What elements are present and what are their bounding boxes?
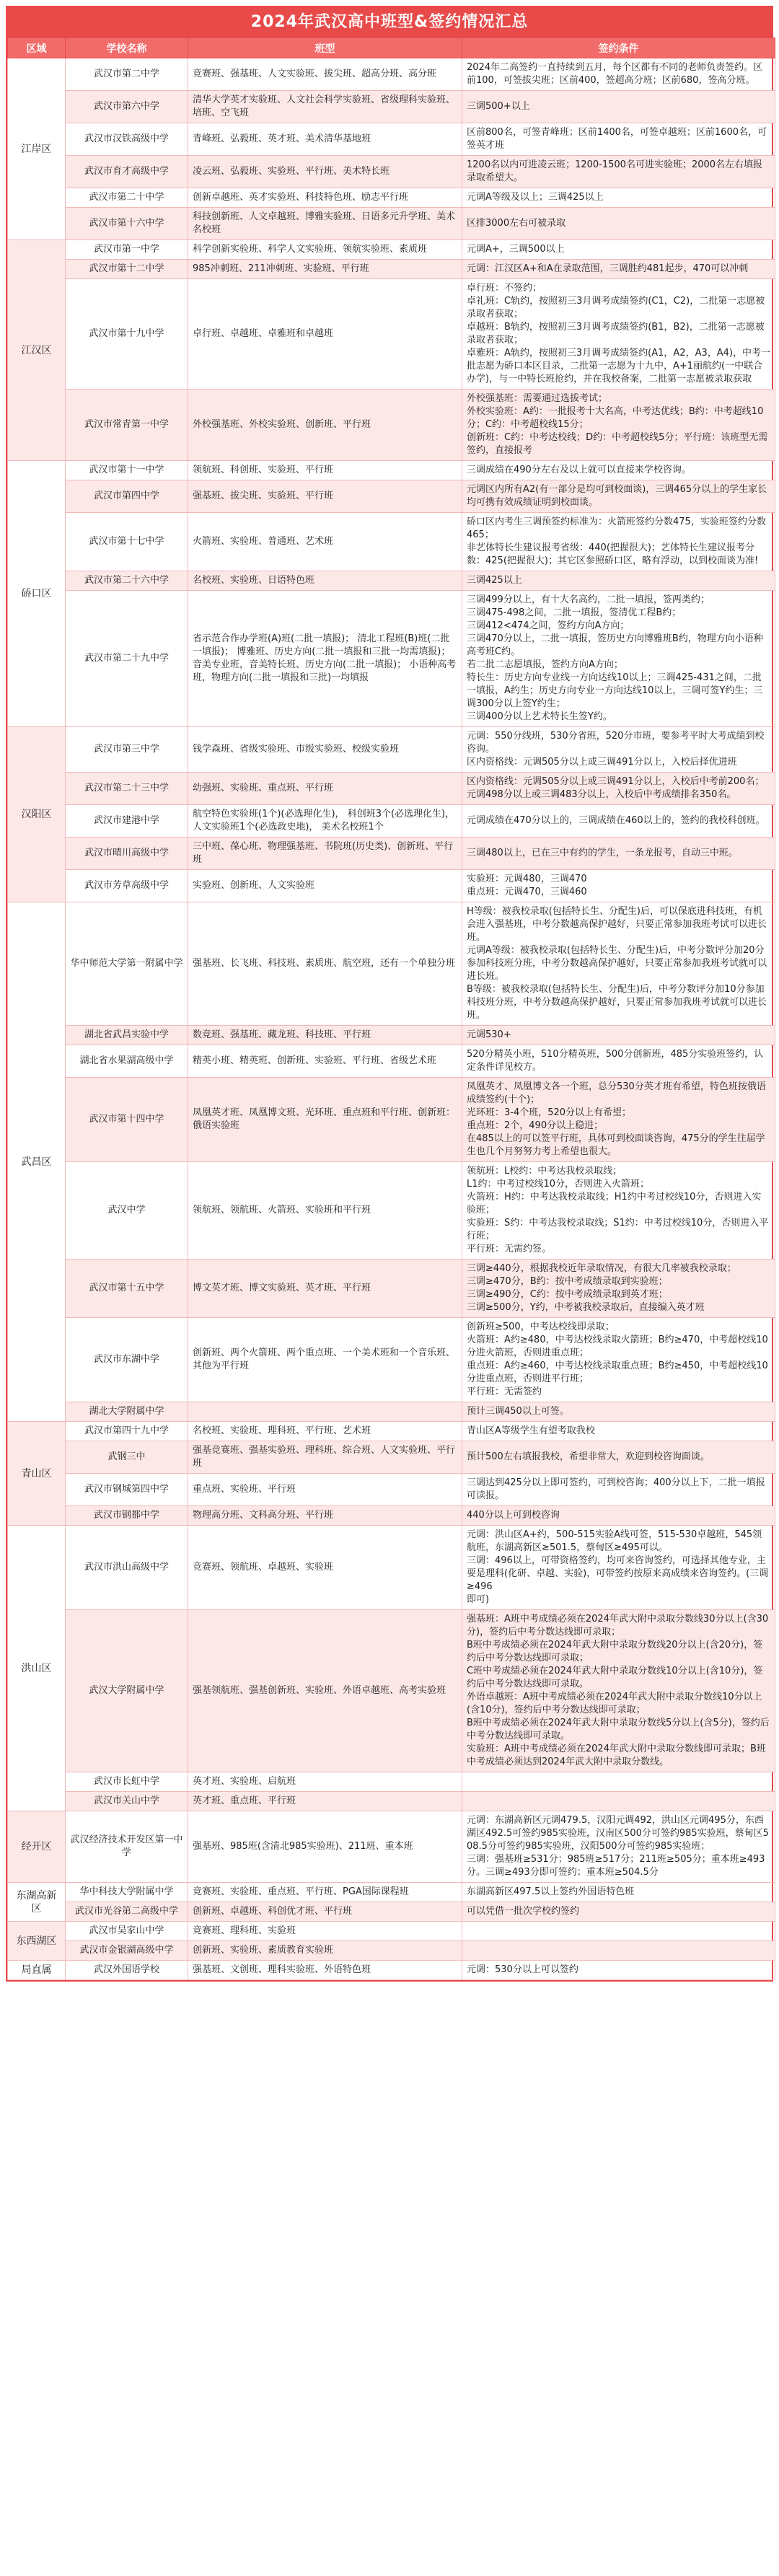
table-row bbox=[8, 1078, 775, 1162]
school-cell: 武汉市洪山高级中学 bbox=[66, 1526, 188, 1610]
conditions-cell: 三调达到425分以上即可签约，可到校咨询；400分以上下，二批一填报可读报。 bbox=[462, 1474, 775, 1506]
school-cell: 武汉中学 bbox=[66, 1162, 188, 1260]
header-classes: 班型 bbox=[188, 38, 462, 58]
conditions-cell: 强基班：A班中考成绩必须在2024年武大附中录取分数线30分以上(含30分)，签约后中考分数达线即可录取； B班中考成绩必须在2024年武大附中录取分数线20分以上(含20分)，签约后中考分数达线即可录取； C班中考成绩必须在2024年武大附中录取分数线10分以上(含10分)，签约后中考分数达线即可录取。 外语卓越班：A班中考成绩必须在2024年武大附中录取分数线10分以上(含10分)，签约后中考分数达线即可录取； B班中考成绩必须在2024年武大附中录取分数线5分以上(含5分)，签约后中考分数达线即可录取。 实验班：A班中考成绩必须在2024年武大附中录取分数线即可录取；B班中考成绩必须达到2024年武大附中录取分数线。 bbox=[462, 1610, 775, 1772]
conditions-cell: 区排3000左右可被录取 bbox=[462, 208, 775, 240]
conditions-cell: 2024年二高签约一直持续到五月，每个区都有不同的老师负责签约。区前100，可签拔尖班；区前400，签超高分班；区前680，签高分班。 bbox=[462, 58, 775, 91]
table-row bbox=[8, 1610, 775, 1772]
school-cell: 湖北省武昌实验中学 bbox=[66, 1026, 188, 1045]
classes-cell: 清华大学英才实验班、人文社会科学实验班、省级理科实验班、培班、空飞班 bbox=[188, 91, 462, 123]
classes-cell: 英才班、重点班、平行班 bbox=[188, 1792, 462, 1811]
classes-cell: 精英小班、精英班、创新班、实验班、平行班、省级艺术班 bbox=[188, 1045, 462, 1078]
district-cell: 硚口区 bbox=[8, 461, 66, 727]
conditions-cell: 三调≥440分，根据我校近年录取情况，有很大几率被我校录取； 三调≥470分，B约：按中考成绩录取到实验班； 三调≥490分，C约：按中考成绩录取到英才班； 三调≥500分，Y约，中考被我校录取后，直接编入英才班 bbox=[462, 1260, 775, 1318]
school-cell: 武汉市钢城第四中学 bbox=[66, 1474, 188, 1506]
table-row bbox=[8, 480, 775, 513]
district-cell: 洪山区 bbox=[8, 1526, 66, 1811]
classes-cell: 强基班、长飞班、科技班、素质班、航空班，还有一个单独分班 bbox=[188, 902, 462, 1026]
classes-cell bbox=[188, 1402, 462, 1422]
conditions-cell: 硚口区内考生三调预签约标准为：火箭班签约分数475，实验班签约分数465； 非艺体特长生建议报考省级：440(把握很大)；艺体特长生建议报考分数：425(把握很大)；其它区参照硚口区，略有浮动，以到校面谈为准! bbox=[462, 513, 775, 571]
school-cell: 武钢三中 bbox=[66, 1441, 188, 1474]
table-row bbox=[8, 870, 775, 902]
classes-cell: 省示范合作办学班(A)班(二批一填报)； 清北工程班(B)班(二批一填报)； 博雅班、历史方向(二批一填报和三批一均需填报)； 音美专业班，音美特长班、历史方向(二批一填报)； 小语种高考班，物理方向(二批一填报和三批)一均填报 bbox=[188, 591, 462, 727]
table-row bbox=[8, 805, 775, 838]
table-row bbox=[8, 1902, 775, 1922]
table-row bbox=[8, 1792, 775, 1811]
school-cell: 武汉市长虹中学 bbox=[66, 1772, 188, 1792]
table-row bbox=[8, 1811, 775, 1883]
table-row bbox=[8, 208, 775, 240]
table-row bbox=[8, 390, 775, 461]
table-row bbox=[8, 1026, 775, 1045]
classes-cell: 强基竞赛班、强基实验班、理科班、综合班、人文实验班、平行班 bbox=[188, 1441, 462, 1474]
classes-cell: 钱学森班、省级实验班、市级实验班、校级实验班 bbox=[188, 727, 462, 773]
table-row bbox=[8, 279, 775, 390]
conditions-cell bbox=[462, 1922, 775, 1941]
conditions-cell: 区内资格线：元调505分以上或三调491分以上，入校后中考前200名； 元调498分以上或三调483分以上，入校后中考成绩排名350名。 bbox=[462, 773, 775, 805]
conditions-cell: 凤凰英才、凤凰博文各一个班，总分530分英才班有希望，特色班按俄语成绩签约(十个)； 光环班：3-4个班，520分以上有希望； 重点班：2个，490分以上稳进； 在485以上的可以签平行班，具体可到校面谈咨询，475分的学生往届学生也几个月努努力考上希望也很大。 bbox=[462, 1078, 775, 1162]
conditions-cell: 预计三调450以上可签。 bbox=[462, 1402, 775, 1422]
school-cell: 武汉市第二十六中学 bbox=[66, 571, 188, 591]
table-row bbox=[8, 1162, 775, 1260]
table-row bbox=[8, 1526, 775, 1610]
classes-cell: 985冲刺班、211冲刺班、实验班、平行班 bbox=[188, 260, 462, 279]
conditions-cell: 可以凭借一批次学校约签约 bbox=[462, 1902, 775, 1922]
table-row bbox=[8, 1883, 775, 1902]
conditions-cell: 元调：530分以上可以签约 bbox=[462, 1961, 775, 1980]
table-row bbox=[8, 1474, 775, 1506]
classes-cell: 创新卓越班、英才实验班、科技特色班、励志平行班 bbox=[188, 188, 462, 208]
school-cell: 武汉外国语学校 bbox=[66, 1961, 188, 1980]
conditions-cell: 东湖高新区497.5以上签约外国语特色班 bbox=[462, 1883, 775, 1902]
table-row bbox=[8, 1441, 775, 1474]
school-cell: 武汉市光谷第二高级中学 bbox=[66, 1902, 188, 1922]
table-row bbox=[8, 1772, 775, 1792]
district-cell: 经开区 bbox=[8, 1811, 66, 1883]
conditions-cell: H等级：被我校录取(包括特长生、分配生)后，可以保底进科技班，有机会进入强基班，中考分数越高保护越好，只要正常参加我班考试可以进长班。 元调A等级：被我校录取(包括特长生、分配生)后，中考分数评分加20分参加科技班分班，中考分数越高保护越好，只要正常参加我班考试就可以进长班。 B等级：被我校录取(包括特长生、分配生)后，中考分数评分加10分参加科技班分班，中考分数越高保护越好，只要正常参加我班考试就可以进长班。 bbox=[462, 902, 775, 1026]
school-cell: 武汉市育才高级中学 bbox=[66, 156, 188, 188]
school-cell: 武汉市芳草高级中学 bbox=[66, 870, 188, 902]
conditions-cell: 元调区内所有A2(有一部分是均可到校面谈)，三调465分以上的学生家长均可携有效成绩证明到校面谈。 bbox=[462, 480, 775, 513]
conditions-cell: 元调：东湖高新区元调479.5，汉阳元调492，洪山区元调495分，东西湖区492.5可签约985实验班，汉南区500分可签约985实验班，蔡甸区508.5分可签约985实验班，汉阳500分可签约985实验班； 三调：强基班≥531分；985班≥517分；211班≥505分；重本班≥493分。三调≥493分即可签约；重本班≥504.5分 bbox=[462, 1811, 775, 1883]
classes-cell: 名校班、实验班、日语特色班 bbox=[188, 571, 462, 591]
school-cell: 武汉市常青第一中学 bbox=[66, 390, 188, 461]
school-cell: 武汉市第十七中学 bbox=[66, 513, 188, 571]
conditions-cell: 元调：洪山区A+约，500-515实验A线可签，515-530卓越班，545领航班，东湖高新区≥501.5，蔡甸区≥495可以。 三调：496以上，可带资格签约，均可来咨询签约，可选择其他专业，主要是理科(化研、卓越、实验)，可带签约按原来高成绩来咨询签约。(三调≥496 即可) bbox=[462, 1526, 775, 1610]
conditions-cell bbox=[462, 1941, 775, 1961]
classes-cell: 强基班、拔尖班、实验班、平行班 bbox=[188, 480, 462, 513]
conditions-cell: 卓行班：不签约； 卓礼班：C轨约，按照初三3月调考成绩签约(C1，C2)，二批第一志愿被录取者获取； 卓越班：B轨约，按照初三3月调考成绩签约(B1，B2)，二批第一志愿被录取者获取； 卓雅班：A轨约，按照初三3月调考成绩签约(A1，A2，A3，A4)，中考一批志愿为硚口本区目录，二批第一志愿为十九中，A+1丽航约(一中联合办学)，与一中特长班抢约，并在我校备案，二批第一志愿被录取获取 bbox=[462, 279, 775, 390]
table-row bbox=[8, 1961, 775, 1980]
table-row bbox=[8, 773, 775, 805]
conditions-cell: 元调成绩在470分以上的，三调成绩在460以上的，签约的我校科创班。 bbox=[462, 805, 775, 838]
conditions-cell bbox=[462, 1792, 775, 1811]
conditions-cell: 三调480以上，已在三中有约的学生，一条龙报考，自动三中班。 bbox=[462, 838, 775, 870]
classes-cell: 名校班、实验班、理科班、平行班、艺术班 bbox=[188, 1422, 462, 1441]
school-cell: 武汉市第四中学 bbox=[66, 480, 188, 513]
classes-cell: 创新班、卓越班、科创优才班、平行班 bbox=[188, 1902, 462, 1922]
school-cell: 武汉市第一中学 bbox=[66, 240, 188, 260]
table-row bbox=[8, 591, 775, 727]
school-cell: 武汉市东湖中学 bbox=[66, 1318, 188, 1402]
school-cell: 湖北省水果湖高级中学 bbox=[66, 1045, 188, 1078]
classes-cell: 科学创新实验班、科学人文实验班、领航实验班、素质班 bbox=[188, 240, 462, 260]
classes-cell: 火箭班、实验班、普通班、艺术班 bbox=[188, 513, 462, 571]
conditions-cell: 外校强基班：需要通过选拔考试； 外校实验班：A约：一批报考十大名高，中考达优线；B约：中考超线10分；C约：中考超校线15分； 创新班：C约：中考达校线；D约：中考超校线5分；平行班：该班型无需签约，直接报考 bbox=[462, 390, 775, 461]
school-cell: 武汉经济技术开发区第一中学 bbox=[66, 1811, 188, 1883]
table-row bbox=[8, 1941, 775, 1961]
district-cell: 东湖高新区 bbox=[8, 1883, 66, 1922]
table-row bbox=[8, 1318, 775, 1402]
classes-cell: 卓行班、卓越班、卓雅班和卓越班 bbox=[188, 279, 462, 390]
conditions-cell bbox=[462, 1772, 775, 1792]
header-district: 区域 bbox=[8, 38, 66, 58]
school-cell: 武汉市吴家山中学 bbox=[66, 1922, 188, 1941]
classes-cell: 强基班、985班(含清北985实验班)、211班、重本班 bbox=[188, 1811, 462, 1883]
school-cell: 武汉市关山中学 bbox=[66, 1792, 188, 1811]
conditions-cell: 预计500左右填报我校，希望非常大，欢迎到校咨询面谈。 bbox=[462, 1441, 775, 1474]
table-row bbox=[8, 240, 775, 260]
conditions-cell: 三调425以上 bbox=[462, 571, 775, 591]
table-row bbox=[8, 156, 775, 188]
classes-cell: 创新班、实验班、素质教育实验班 bbox=[188, 1941, 462, 1961]
classes-cell: 幼强班、实验班、重点班、平行班 bbox=[188, 773, 462, 805]
table-row bbox=[8, 838, 775, 870]
table-row bbox=[8, 123, 775, 156]
classes-cell: 凤凰英才班、凤凰博文班、光环班、重点班和平行班、创新班：俄语实验班 bbox=[188, 1078, 462, 1162]
conditions-cell: 创新班≥500，中考达校线即录取； 火箭班：A约≥480，中考达校线录取火箭班；B约≥470，中考超校线10分进火箭班，否则进重点班； 重点班：A约≥460，中考达校线录取重点班；B约≥450，中考超校线10分进重点班，否则进平行班； 平行班：无需签约 bbox=[462, 1318, 775, 1402]
school-cell: 武汉市第十四中学 bbox=[66, 1078, 188, 1162]
district-cell: 局直属 bbox=[8, 1961, 66, 1980]
conditions-cell: 领航班：L校约：中考达我校录取线； L1约：中考过校线10分，否则进入火箭班； 火箭班：H约：中考达我校录取线；H1约中考过校线10分，否则进入实验班； 实验班：S约：中考达我校录取线；S1约：中考过校线10分，否则进入平行班； 平行班：无需约签。 bbox=[462, 1162, 775, 1260]
conditions-cell: 区前800名，可签青峰班；区前1400名，可签卓越班；区前1600名，可签英才班 bbox=[462, 123, 775, 156]
conditions-cell: 440分以上可到校咨询 bbox=[462, 1506, 775, 1526]
district-cell: 武昌区 bbox=[8, 902, 66, 1422]
district-cell: 汉阳区 bbox=[8, 727, 66, 902]
classes-cell: 科技创新班、人文卓越班、博雅实验班、日语多元升学班、美术名校班 bbox=[188, 208, 462, 240]
table-row bbox=[8, 188, 775, 208]
classes-cell: 物理高分班、文科高分班、平行班 bbox=[188, 1506, 462, 1526]
table-row bbox=[8, 727, 775, 773]
classes-cell: 航空特色实验班(1个)(必选理化生)， 科创班3个(必选理化生)， 人文实验班1个(必选政史地)， 美术名校班1个 bbox=[188, 805, 462, 838]
classes-cell: 竞赛班、强基班、人文实验班、拔尖班、超高分班、高分班 bbox=[188, 58, 462, 91]
school-cell: 武汉市第十六中学 bbox=[66, 208, 188, 240]
school-cell: 湖北大学附属中学 bbox=[66, 1402, 188, 1422]
classes-cell: 领航班、领航班、火箭班、实验班和平行班 bbox=[188, 1162, 462, 1260]
school-cell: 武汉市第十二中学 bbox=[66, 260, 188, 279]
table-header-row bbox=[8, 38, 775, 58]
district-cell: 江汉区 bbox=[8, 240, 66, 461]
classes-cell: 创新班、两个火箭班、两个重点班、一个美术班和一个音乐班、其他为平行班 bbox=[188, 1318, 462, 1402]
school-cell: 武汉市第三中学 bbox=[66, 727, 188, 773]
summary-table bbox=[7, 38, 775, 1980]
school-cell: 武汉市汉铁高级中学 bbox=[66, 123, 188, 156]
school-cell: 武汉市第十五中学 bbox=[66, 1260, 188, 1318]
classes-cell: 强基班、文创班、理科实验班、外语特色班 bbox=[188, 1961, 462, 1980]
header-school: 学校名称 bbox=[66, 38, 188, 58]
table-row bbox=[8, 1402, 775, 1422]
conditions-cell: 元调A等级及以上；三调425以上 bbox=[462, 188, 775, 208]
classes-cell: 数竞班、强基班、藏龙班、科技班、平行班 bbox=[188, 1026, 462, 1045]
school-cell: 武汉大学附属中学 bbox=[66, 1610, 188, 1772]
conditions-cell: 元调A+，三调500以上 bbox=[462, 240, 775, 260]
classes-cell: 领航班、科创班、实验班、平行班 bbox=[188, 461, 462, 480]
classes-cell: 外校强基班、外校实验班、创新班、平行班 bbox=[188, 390, 462, 461]
classes-cell: 竞赛班、实验班、重点班、平行班、PGA国际课程班 bbox=[188, 1883, 462, 1902]
table-row bbox=[8, 461, 775, 480]
district-cell: 江岸区 bbox=[8, 58, 66, 240]
conditions-cell: 元调：550分线班，530分省班，520分市班，要参考平时大考成绩到校咨询。 区内资格线：元调505分以上或三调491分以上，入校后择优进班 bbox=[462, 727, 775, 773]
classes-cell: 三中班、葆心班、物理强基班、书院班(历史类)、创新班、平行班 bbox=[188, 838, 462, 870]
school-cell: 武汉市第二中学 bbox=[66, 58, 188, 91]
table-row bbox=[8, 1260, 775, 1318]
school-cell: 武汉市第二十九中学 bbox=[66, 591, 188, 727]
classes-cell: 强基领航班、强基创新班、实验班、外语卓越班、高考实验班 bbox=[188, 1610, 462, 1772]
classes-cell: 实验班、创新班、人文实验班 bbox=[188, 870, 462, 902]
conditions-cell: 三调成绩在490分左右及以上就可以直接来学校咨询。 bbox=[462, 461, 775, 480]
table-row bbox=[8, 902, 775, 1026]
school-cell: 武汉市第十九中学 bbox=[66, 279, 188, 390]
table-row bbox=[8, 1506, 775, 1526]
classes-cell: 英才班、实验班、启航班 bbox=[188, 1772, 462, 1792]
school-cell: 武汉市第十一中学 bbox=[66, 461, 188, 480]
school-cell: 武汉市第四十九中学 bbox=[66, 1422, 188, 1441]
table-row bbox=[8, 91, 775, 123]
district-cell: 东西湖区 bbox=[8, 1922, 66, 1961]
conditions-cell: 520分精英小班，510分精英班，500分创新班，485分实验班签约，认定条件详见校方。 bbox=[462, 1045, 775, 1078]
conditions-cell: 三调500+以上 bbox=[462, 91, 775, 123]
school-cell: 武汉市晴川高级中学 bbox=[66, 838, 188, 870]
conditions-cell: 青山区A等级学生有望考取我校 bbox=[462, 1422, 775, 1441]
school-cell: 华中师范大学第一附属中学 bbox=[66, 902, 188, 1026]
school-cell: 武汉市第六中学 bbox=[66, 91, 188, 123]
conditions-cell: 元调530+ bbox=[462, 1026, 775, 1045]
school-cell: 武汉市钢都中学 bbox=[66, 1506, 188, 1526]
table-row bbox=[8, 58, 775, 91]
school-cell: 武汉市建港中学 bbox=[66, 805, 188, 838]
header-conditions: 签约条件 bbox=[462, 38, 775, 58]
table-row bbox=[8, 260, 775, 279]
conditions-cell: 元调：江汉区A+和A在录取范围，三调胜约481起步，470可以冲刺 bbox=[462, 260, 775, 279]
conditions-cell: 实验班：元调480，三调470 重点班：元调470，三调460 bbox=[462, 870, 775, 902]
summary-sheet bbox=[6, 6, 773, 1982]
classes-cell: 竞赛班、理科班、实验班 bbox=[188, 1922, 462, 1941]
table-row bbox=[8, 1422, 775, 1441]
school-cell: 武汉市金银湖高级中学 bbox=[66, 1941, 188, 1961]
conditions-cell: 三调499分以上，有十大名高约，二批一填报，签两类约； 三调475-498之间，二批一填报，签清优工程B约； 三调412<474之间，签约方向A方向； 三调470分以上，二批一填报，签历史方向博雅班B约，物理方向小语种高考班C约。 若二批二志愿填报，签约方向A方向； 特长生：历史方向专业线一方向达线10以上；三调425-431之间，二批一填报，A约生；历史方向专业一方向达线10以上，三调可签Y约生；三调300分以上签Y约生； 三调400分以上艺术特长生签Y约。 bbox=[462, 591, 775, 727]
school-cell: 武汉市第二十三中学 bbox=[66, 773, 188, 805]
school-cell: 华中科技大学附属中学 bbox=[66, 1883, 188, 1902]
school-cell: 武汉市第二十中学 bbox=[66, 188, 188, 208]
classes-cell: 重点班、实验班、平行班 bbox=[188, 1474, 462, 1506]
classes-cell: 竞赛班、领航班、卓越班、实验班 bbox=[188, 1526, 462, 1610]
table-row bbox=[8, 571, 775, 591]
classes-cell: 凌云班、弘毅班、实验班、平行班、美术特长班 bbox=[188, 156, 462, 188]
table-row bbox=[8, 513, 775, 571]
district-cell: 青山区 bbox=[8, 1422, 66, 1526]
classes-cell: 博文英才班、博文实验班、英才班、平行班 bbox=[188, 1260, 462, 1318]
conditions-cell: 1200名以内可进凌云班；1200-1500名可进实验班；2000名左右填报录取希望大。 bbox=[462, 156, 775, 188]
page-title: 2024年武汉高中班型&签约情况汇总 bbox=[7, 7, 772, 38]
table-row bbox=[8, 1045, 775, 1078]
classes-cell: 青峰班、弘毅班、英才班、美术清华基地班 bbox=[188, 123, 462, 156]
table-body bbox=[8, 58, 775, 1980]
table-row bbox=[8, 1922, 775, 1941]
